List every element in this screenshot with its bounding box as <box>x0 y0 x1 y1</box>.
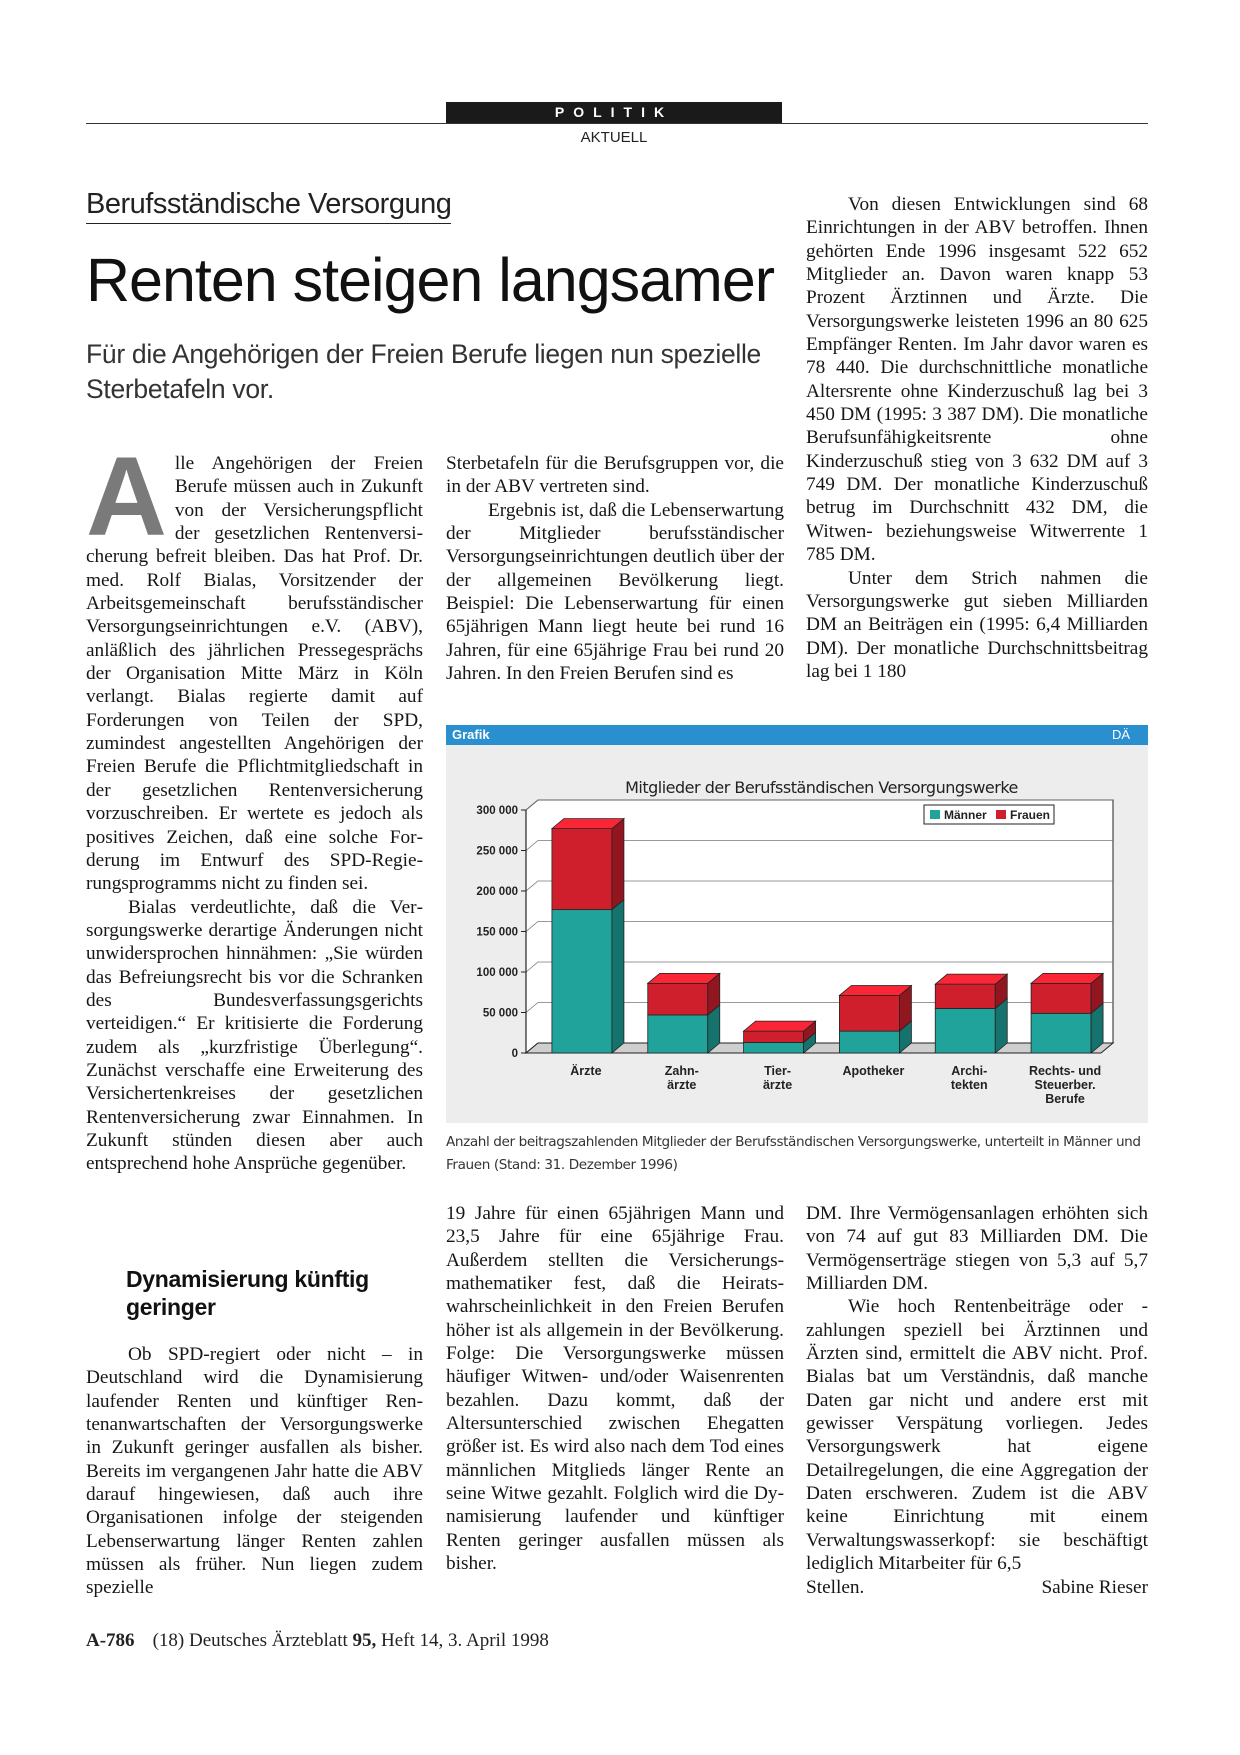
bar-frauen-2-top <box>744 1021 816 1031</box>
column-2-bottom <box>446 1202 784 1576</box>
article-kicker: Berufsständische Versorgung <box>86 188 451 224</box>
citation-post: Heft 14, 3. April 1998 <box>376 1630 549 1651</box>
drop-cap: A <box>86 434 167 559</box>
x-tick-label: Zahn-ärzte <box>664 1064 699 1092</box>
legend-swatch-männer <box>930 810 940 819</box>
x-tick-label: Apotheker <box>842 1064 905 1078</box>
paragraph-1 <box>86 434 423 896</box>
bar-männer-0-side <box>612 900 624 1053</box>
y-tick-label: 100 000 <box>476 967 518 979</box>
paragraph-11 <box>806 1576 1148 1599</box>
article-headline: Renten steigen langsamer <box>86 246 775 314</box>
paragraph-2: Bialas verdeutlichte, daß die Versorgungswerke derartige Änderungen nicht unwidersprochen hinnähmen: „Sie würden das Befreiungsrecht bis vor die Schranken des Bundesverfassungsgerichts verteidigen.“ Er kritisierte die Forderung zudem als „kurzfristige Überlegung“. Zunächst verschaffe eine Erweiterung des Versichertenkreises der gesetzlichen Rentenversicherung zwar Einnahmen. In Zukunft stünden diesen aber auch entsprechend hohe Ansprüche gegenüber. <box>86 896 423 1175</box>
citation-pre: (18) Deutsches Ärzteblatt <box>152 1630 353 1651</box>
bar-frauen-0 <box>552 829 612 910</box>
closing-text: Stellen. <box>806 1576 865 1598</box>
column-1-top <box>86 434 423 1176</box>
bar-frauen-4 <box>935 984 995 1008</box>
x-tick-label: Archi-tekten <box>950 1064 988 1092</box>
paragraph-1-text: lle Angehörigen der Freien Berufe müssen auch in Zukunft von der Versicherungspflicht der gesetzlichen Rentenversicherung befreit bleiben. Das hat Prof. Dr. med. Rolf Bialas, Vorsitzender der Arbeitsgemeinschaft berufsständischer Versorgungseinrichtungen e.V. (ABV), anläßlich des jährlichen Pressegesprächs der Organisation Mitte März in Köln verlangt. Bialas regierte damit auf Forderungen von Teilen der SPD, zumindest angestellten Angehörigen der Freien Berufe die Pflichtmitgliedschaft in der gesetzlichen Rentenversicherung vorzuschreiben. Er wertete es jedoch als positives Zeichen, daß eine solche Forderung im Entwurf des SPD-Regierungsprogramms nicht zu finden sei. <box>86 453 423 895</box>
bar-frauen-1-top <box>648 973 720 983</box>
bar-männer-4 <box>935 1008 995 1053</box>
figure-logo: DÄ <box>1112 727 1131 742</box>
y-tick-label: 50 000 <box>482 1007 518 1020</box>
subsection-label: AKTUELL <box>580 129 648 146</box>
citation-volume: 95, <box>352 1630 377 1651</box>
bar-chart <box>446 745 1148 1123</box>
bar-frauen-0-top <box>552 819 624 829</box>
legend-swatch-frauen <box>996 810 1006 819</box>
legend-label-frauen: Frauen <box>1010 808 1051 822</box>
bar-frauen-0-side <box>612 819 624 910</box>
y-tick-label: 200 000 <box>476 886 518 898</box>
page-number: A-786 <box>86 1630 135 1651</box>
bar-frauen-3 <box>839 995 899 1031</box>
paragraph-3: Ob SPD-regiert oder nicht – in Deutschland wird die Dynamisierung laufender Renten und künftiger Rentenanwartschaften der Versorgungswerke in Zukunft geringer ausfallen als bisher. Bereits im vergangenen Jahr hatte die ABV darauf hingewiesen, daß auch ihre Organisationen infolge der steigenden Lebenserwartung länger Renten zahlen müssen als früher. Nun liegen zudem spezielle <box>86 1344 423 1599</box>
bar-frauen-5-top <box>1031 973 1103 983</box>
bar-männer-5 <box>1031 1013 1091 1053</box>
bar-frauen-3-top <box>839 985 911 995</box>
paragraph-9: DM. Ihre Vermögensanlagen erhöhten sich von 74 auf gut 83 Milliarden DM. Die Vermögenserträge stiegen von 5,3 auf 5,7 Milliarden DM. <box>806 1203 1148 1295</box>
column-3-bottom <box>806 1202 1148 1599</box>
author-signature: Sabine Rieser <box>1041 1576 1148 1598</box>
column-2-top <box>446 452 784 685</box>
figure-caption: Anzahl der beitragszahlenden Mitglieder der Berufsständischen Versorgungswerke, unterteilt in Männer und Frauen (Stand: 31. Dezember 1996) <box>446 1134 1141 1173</box>
bar-männer-0 <box>552 910 612 1053</box>
paragraph-8: Unter dem Strich nahmen die Versorgungswerke gut sieben Milliarden DM an Beiträgen ein (1995: 6,4 Milliarden DM). Der monatliche Durchschnittsbeitrag lag bei 1 180 <box>806 567 1148 682</box>
paragraph-6: 19 Jahre für einen 65jährigen Mann und 23,5 Jahre für eine 65jährige Frau. Außerdem stellten die Versicherungsmathematiker fest, daß die Heiratswahrscheinlichkeit in den Freien Berufen höher ist als allgemein in der Bevölkerung. Folge: Die Versorgungswerke müssen häufiger Witwen- und/oder Waisenrenten bezahlen. Dazu kommt, daß der Altersunterschied zwischen Ehegatten größer ist. Es wird also nach dem Tod eines männlichen Mitglieds länger Rente an seine Witwe gezahlt. Folglich wird die Dynamisierung laufender und künftiger Renten geringer ausfallen müssen als bisher. <box>446 1203 784 1575</box>
column-3-top <box>806 193 1148 683</box>
paragraph-7: Von diesen Entwicklungen sind 68 Einrichtungen in der ABV betroffen. Ihnen gehörten Ende 1996 insgesamt 522 652 Mitglieder an. Davon waren knapp 53 Prozent Ärztinnen und Ärzte. Die Versorgungswerke leisteten 1996 an 80 625 Empfänger Renten. Im Jahr davor waren es 78 440. Die durchschnittliche monatliche Altersrente ohne Kinderzuschuß lag bei 3 450 DM (1995: 3 387 DM). Die monatliche Berufsunfähigkeitsrente ohne Kinderzuschuß stieg von 3 632 DM auf 3 749 DM. Der monatliche Kinderzuschuß betrug im Durchschnitt 432 DM, die Witwen- beziehungsweise Witwerrente 1 785 DM. <box>806 194 1148 566</box>
paragraph-10: Wie hoch Rentenbeiträge oder -zahlungen speziell bei Ärztinnen und Ärzten sind, ermittelt die ABV nicht. Prof. Bialas bat um Verständnis, daß manche Daten gar nicht und andere erst mit gewisser Verspätung vorliegen. Jedes Versorgungswerk hat eigene Detailregelungen, die eine Aggregation der Daten erschweren. Zudem ist die ABV keine Einrichtung mit einem Verwaltungswasserkopf: sie beschäftigt lediglich Mitarbeiter für 6,5 <box>806 1296 1148 1575</box>
column-1-bottom <box>86 1343 423 1600</box>
paragraph-5: Ergebnis ist, daß die Lebenserwartung der Mitglieder berufsständischer Versorgungseinrichtungen deutlich über der der allgemeinen Bevölkerung liegt. Beispiel: Die Lebenserwartung für einen 65jährigen Mann liegt heute bei rund 16 Jahren, für eine 65jährige Frau bei rund 20 Jahren. In den Freien Berufen sind es <box>446 499 784 685</box>
header-rule <box>86 123 1148 124</box>
bar-männer-2 <box>744 1042 804 1053</box>
bar-männer-1 <box>648 1015 708 1053</box>
section-label: POLITIK <box>446 102 782 123</box>
paragraph-4: Sterbetafeln für die Berufsgruppen vor, die in der ABV vertreten sind. <box>446 453 784 498</box>
bar-frauen-4-top <box>935 974 1007 984</box>
article-subhead: Dynamisierung künftig geringer <box>126 1266 369 1320</box>
bar-frauen-5 <box>1031 983 1091 1013</box>
y-tick-label: 250 000 <box>476 845 518 858</box>
x-tick-label: Ärzte <box>570 1064 602 1078</box>
legend-label-männer: Männer <box>944 808 987 822</box>
page-footer <box>86 1630 549 1652</box>
figure-header-bar <box>446 725 1148 745</box>
y-tick-label: 0 <box>511 1048 518 1060</box>
x-tick-label: Rechts- und Steuerber. Berufe <box>1028 1064 1102 1106</box>
x-tick-label: Tier-ärzte <box>762 1064 793 1092</box>
figure-tag: Grafik <box>452 727 490 742</box>
y-tick-label: 300 000 <box>476 805 518 817</box>
article-dek: Für die Angehörigen der Freien Berufe liegen nun spezielle Sterbetafeln vor. <box>86 339 761 404</box>
chart-title: Mitglieder der Berufsständischen Versorgungswerke <box>625 778 1018 797</box>
bar-frauen-1 <box>648 983 708 1015</box>
bar-frauen-2 <box>744 1031 804 1042</box>
y-tick-label: 150 000 <box>476 926 518 939</box>
bar-männer-3 <box>839 1031 899 1053</box>
